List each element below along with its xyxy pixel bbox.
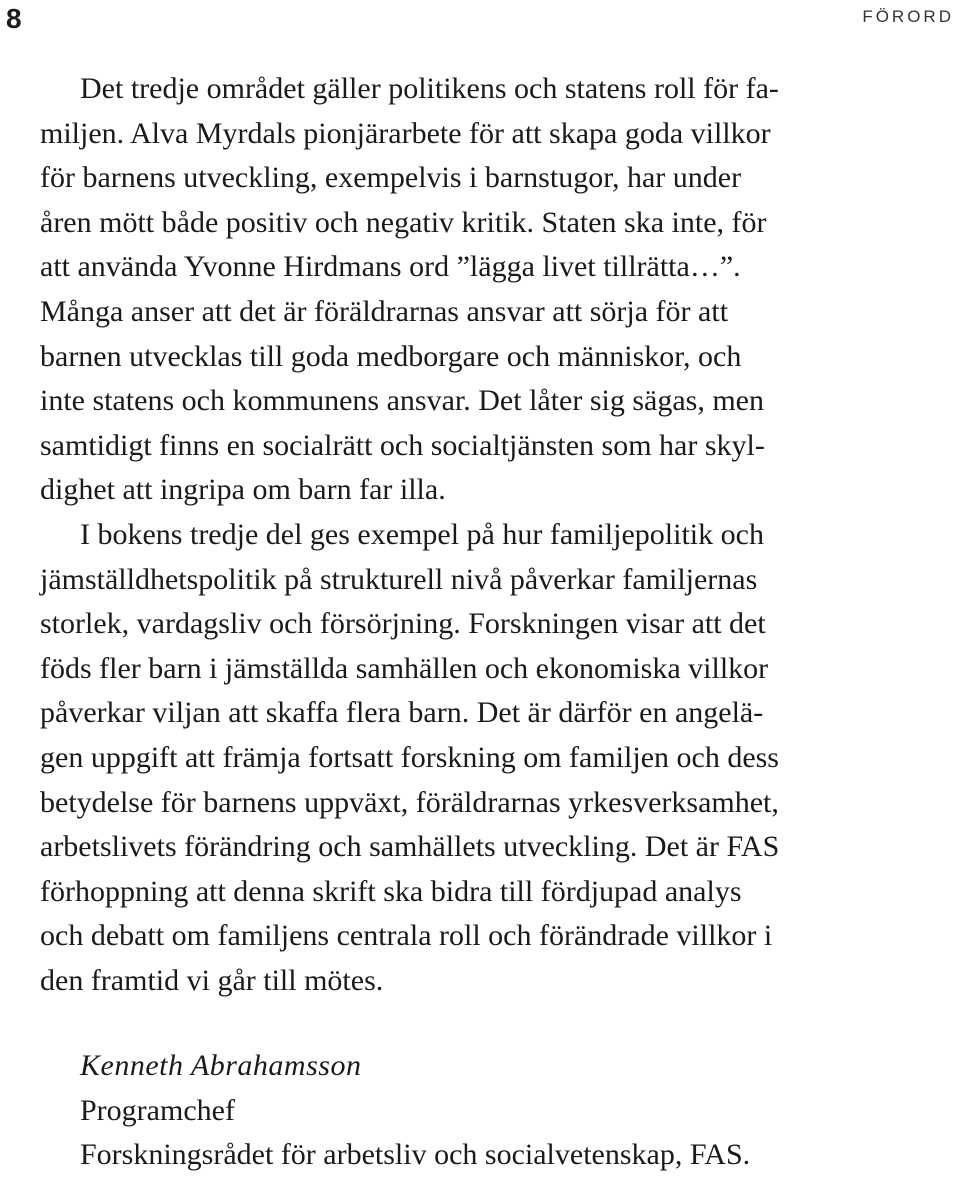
text-line: påverkar viljan att skaffa flera barn. Det är därför en angelä- [40, 696, 764, 730]
text-line: inte statens och kommunens ansvar. Det låter sig sägas, men [40, 384, 764, 418]
text-line: arbetslivets förändring och samhällets utveckling. Det är FAS [40, 830, 780, 864]
text-line: miljen. Alva Myrdals pionjärarbete för att skapa goda villkor [40, 116, 771, 150]
text-line: åren mött både positiv och negativ kritik. Staten ska inte, för [40, 205, 767, 239]
text-line: dighet att ingripa om barn far illa. [40, 473, 446, 507]
text-line: för barnens utveckling, exempelvis i barnstugor, har under [40, 161, 742, 195]
text-line: Många anser att det är föräldrarnas ansvar att sörja för att [40, 294, 729, 328]
signature-block [80, 1044, 750, 1178]
signature-title: Programchef [80, 1093, 235, 1127]
text-line: och debatt om familjens centrala roll och förändrade villkor i [40, 919, 773, 953]
page-number: 8 [6, 3, 22, 34]
signature-organization: Forskningsrådet för arbetsliv och socialvetenskap, FAS. [80, 1138, 751, 1172]
text-line: storlek, vardagsliv och försörjning. Forskningen visar att det [40, 607, 766, 641]
text-line: betydelse för barnens uppväxt, föräldrarnas yrkesverksamhet, [40, 785, 779, 819]
text-line: gen uppgift att främja fortsatt forskning om familjen och dess [40, 740, 779, 774]
text-line: förhoppning att denna skrift ska bidra till fördjupad analys [40, 874, 742, 908]
text-line: Det tredje området gäller politikens och statens roll för fa- [80, 72, 779, 105]
text-line: jämställdhetspolitik på strukturell nivå påverkar familjernas [40, 562, 758, 596]
text-line: den framtid vi går till mötes. [40, 963, 384, 997]
text-line: föds fler barn i jämställda samhällen och ekonomiska villkor [40, 651, 769, 685]
text-line: I bokens tredje del ges exempel på hur familjepolitik och [80, 517, 764, 551]
signature-name: Kenneth Abrahamsson [80, 1049, 362, 1082]
body-text [40, 67, 940, 1003]
running-head: FÖRORD [862, 7, 954, 26]
text-line: att använda Yvonne Hirdmans ord ”lägga livet tillrätta…”. [40, 250, 741, 284]
text-line: barnen utvecklas till goda medborgare och människor, och [40, 339, 742, 373]
text-line: samtidigt finns en socialrätt och socialtjänsten som har skyl- [40, 428, 765, 462]
